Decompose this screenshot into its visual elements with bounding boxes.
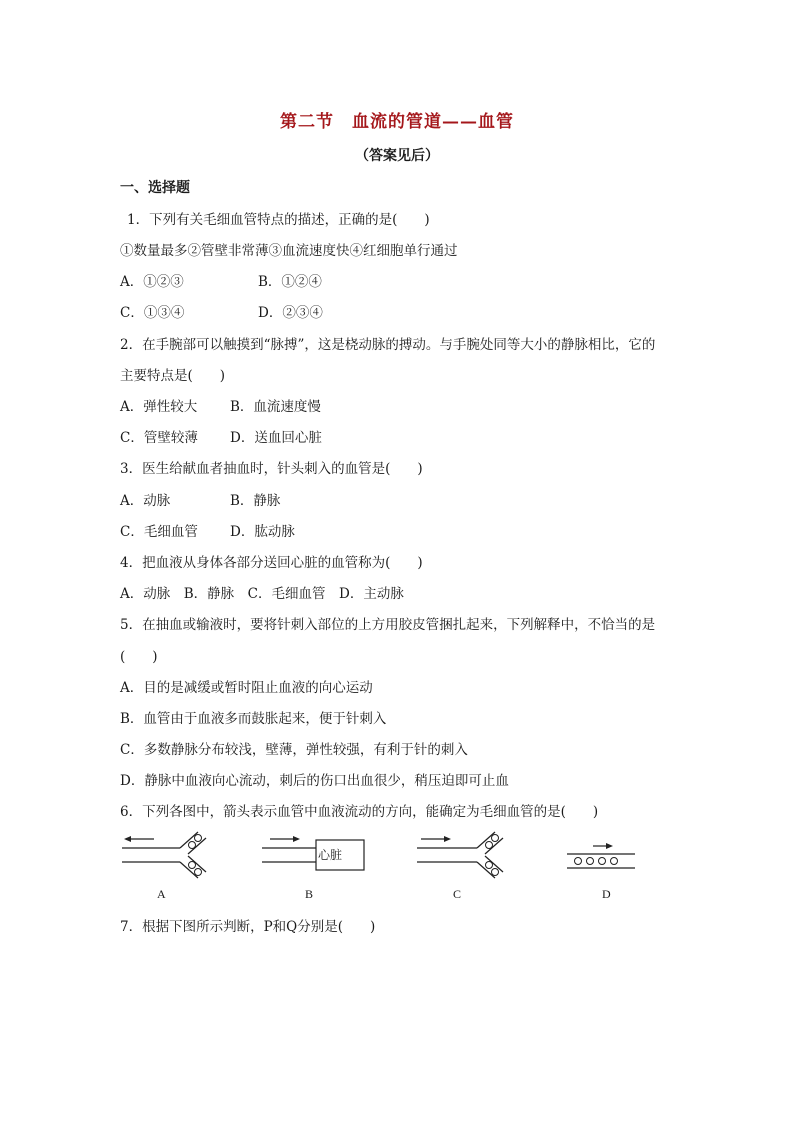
figure-c-diagram bbox=[415, 828, 515, 883]
q2-option-d: D．送血回心脏 bbox=[230, 430, 322, 446]
q2-option-c: C．管壁较薄 bbox=[120, 430, 198, 446]
figure-a-label: A bbox=[157, 887, 166, 901]
q3-option-c: C．毛细血管 bbox=[120, 524, 198, 540]
figure-d-diagram bbox=[565, 828, 640, 883]
q3-option-d: D．肱动脉 bbox=[230, 524, 295, 540]
q2-stem-line2: 主要特点是( ) bbox=[120, 368, 226, 384]
q5-option-d: D．静脉中血液向心流动，刺后的伤口出血很少，稍压迫即可止血 bbox=[120, 773, 509, 789]
q2-stem-line1: 2．在手腕部可以触摸到“脉搏”，这是桡动脉的搏动。与手腕处同等大小的静脉相比，它的 bbox=[120, 337, 656, 353]
figure-d-label: D bbox=[602, 887, 611, 901]
q3-stem: 3．医生给献血者抽血时，针头刺入的血管是( ) bbox=[120, 461, 423, 477]
q4-options: A．动脉 B．静脉 C．毛细血管 D．主动脉 bbox=[120, 586, 404, 602]
figure-b-heart-label: 心脏 bbox=[318, 848, 343, 862]
q2-option-a: A．弹性较大 bbox=[120, 399, 198, 415]
page-title: 第二节 血流的管道——血管 bbox=[280, 112, 514, 132]
q1-option-c: C．①③④ bbox=[120, 305, 185, 321]
q1-option-d: D．②③④ bbox=[258, 305, 323, 321]
q4-stem: 4．把血液从身体各部分送回心脏的血管称为( ) bbox=[120, 555, 423, 571]
q6-stem: 6．下列各图中，箭头表示血管中血液流动的方向，能确定为毛细血管的是( ) bbox=[120, 804, 599, 820]
q5-option-a: A．目的是减缓或暂时阻止血液的向心运动 bbox=[120, 680, 373, 696]
q1-option-b: B．①②④ bbox=[258, 274, 322, 290]
q3-option-a: A．动脉 bbox=[120, 493, 171, 509]
q5-option-b: B．血管由于血液多而鼓胀起来，便于针刺入 bbox=[120, 711, 387, 727]
q1-info: ①数量最多②管壁非常薄③血流速度快④红细胞单行通过 bbox=[120, 243, 458, 259]
figure-a-diagram bbox=[118, 828, 218, 883]
q5-stem-line2: ( ) bbox=[120, 649, 158, 665]
q1-option-a: A．①②③ bbox=[120, 274, 184, 290]
q3-option-b: B．静脉 bbox=[230, 493, 281, 509]
q2-option-b: B．血流速度慢 bbox=[230, 399, 321, 415]
q5-stem-line1: 5．在抽血或输液时，要将针刺入部位的上方用胶皮管捆扎起来，下列解释中，不恰当的是 bbox=[120, 617, 656, 633]
q1-stem: 1．下列有关毛细血管特点的描述，正确的是( ) bbox=[127, 212, 430, 228]
section-heading: 一、选择题 bbox=[120, 180, 190, 196]
q7-stem: 7．根据下图所示判断，P和Q分别是( ) bbox=[120, 919, 376, 935]
figure-b-label: B bbox=[305, 887, 314, 901]
figure-b-diagram bbox=[260, 828, 370, 883]
answer-note: （答案见后） bbox=[355, 148, 439, 164]
figure-c-label: C bbox=[453, 887, 462, 901]
q5-option-c: C．多数静脉分布较浅，壁薄，弹性较强，有利于针的刺入 bbox=[120, 742, 468, 758]
